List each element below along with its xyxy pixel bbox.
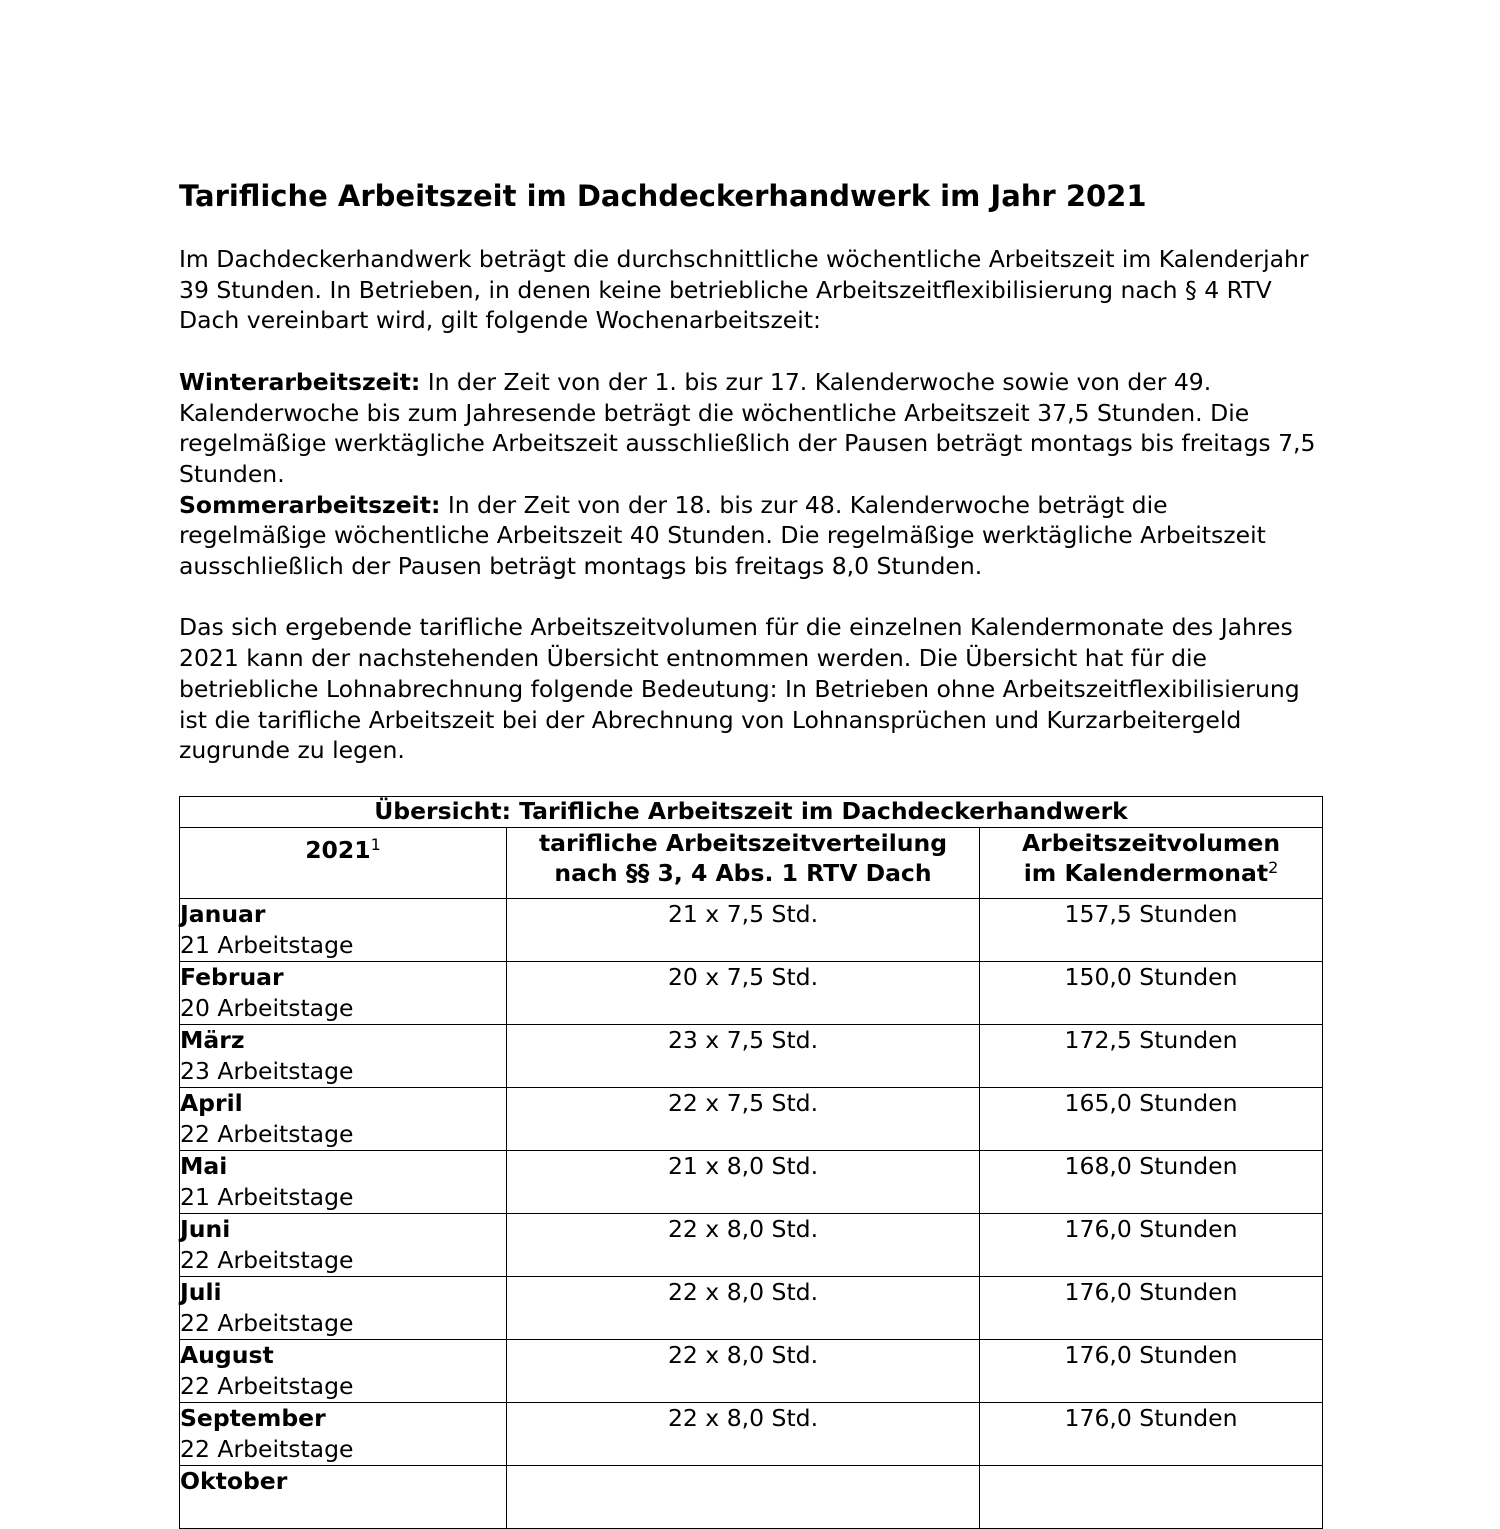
distribution-cell: 22 x 7,5 Std. <box>507 1087 980 1150</box>
distribution-cell <box>507 1465 980 1528</box>
winter-label: Winterarbeitszeit: <box>179 367 421 396</box>
volume-cell: 168,0 Stunden <box>980 1150 1323 1213</box>
distribution-cell: 23 x 7,5 Std. <box>507 1024 980 1087</box>
header-distribution: tarifliche Arbeitszeitverteilung nach §§ 3, 4 Abs. 1 RTV Dach <box>507 827 980 898</box>
month-cell <box>180 1402 507 1465</box>
document-title: Tarifliche Arbeitszeit im Dachdeckerhandwerk im Jahr 2021 <box>179 179 1147 213</box>
distribution-cell: 22 x 8,0 Std. <box>507 1213 980 1276</box>
distribution-cell: 22 x 8,0 Std. <box>507 1402 980 1465</box>
table-row <box>180 1213 1323 1276</box>
month-name: März <box>180 1025 245 1054</box>
winter-paragraph <box>179 367 1322 490</box>
summer-paragraph <box>179 490 1322 582</box>
working-days: 22 Arbeitstage <box>180 1434 354 1463</box>
volume-cell: 157,5 Stunden <box>980 898 1323 961</box>
summer-label: Sommerarbeitszeit: <box>179 490 441 519</box>
table-row <box>180 898 1323 961</box>
intro-paragraph: Im Dachdeckerhandwerk beträgt die durchschnittliche wöchentliche Arbeitszeit im Kalenderjahr 39 Stunden. In Betrieben, in denen keine betriebliche Arbeitszeitflexibilisierung nach § 4 RTV Dach vereinbart wird, gilt folgende Wochenarbeitszeit: <box>179 245 1309 335</box>
volume-cell: 165,0 Stunden <box>980 1087 1323 1150</box>
working-days: 23 Arbeitstage <box>180 1056 354 1085</box>
table-row <box>180 1024 1323 1087</box>
volume-paragraph: Das sich ergebende tarifliche Arbeitszeitvolumen für die einzelnen Kalendermonate des Jahres 2021 kann der nachstehenden Übersicht entnommen werden. Die Übersicht hat für die betriebliche Lohnabrechnung folgende Bedeutung: In Betrieben ohne Arbeitszeitflexibilisierung ist die tarifliche Arbeitszeit bei der Abrechnung von Lohnansprüchen und Kurzarbeitergeld zugrunde zu legen. <box>179 613 1300 765</box>
working-days: 22 Arbeitstage <box>180 1371 354 1400</box>
month-cell <box>180 1213 507 1276</box>
month-cell <box>180 1024 507 1087</box>
winter-text: In der Zeit von der 1. bis zur 17. Kalenderwoche sowie von der 49. Kalenderwoche bis zum Jahresende beträgt die wöchentliche Arbeitszeit 37,5 Stunden. Die regelmäßige werktägliche Arbeitszeit ausschließlich der Pausen beträgt montags bis freitags 7,5 Stunden. <box>179 367 1316 488</box>
month-cell <box>180 1465 507 1528</box>
distribution-cell: 21 x 7,5 Std. <box>507 898 980 961</box>
volume-cell: 176,0 Stunden <box>980 1402 1323 1465</box>
month-cell <box>180 1087 507 1150</box>
footnote-1-marker: 1 <box>370 834 381 854</box>
table-row <box>180 1276 1323 1339</box>
footnote-2-marker: 2 <box>1268 857 1279 877</box>
month-cell <box>180 961 507 1024</box>
month-cell <box>180 1339 507 1402</box>
table-caption: Übersicht: Tarifliche Arbeitszeit im Dachdeckerhandwerk <box>180 796 1323 827</box>
table-row <box>180 961 1323 1024</box>
distribution-cell: 22 x 8,0 Std. <box>507 1339 980 1402</box>
document-page <box>179 178 1322 1529</box>
month-name: September <box>180 1403 326 1432</box>
working-days: 22 Arbeitstage <box>180 1245 354 1274</box>
distribution-cell: 22 x 8,0 Std. <box>507 1276 980 1339</box>
working-days: 20 Arbeitstage <box>180 993 354 1022</box>
month-cell <box>180 1150 507 1213</box>
month-name: Oktober <box>180 1466 288 1495</box>
summer-text: In der Zeit von der 18. bis zur 48. Kalenderwoche beträgt die regelmäßige wöchentliche Arbeitszeit 40 Stunden. Die regelmäßige werktägliche Arbeitszeit ausschließlich der Pausen beträgt montags bis freitags 8,0 Stunden. <box>179 490 1266 581</box>
overview-table <box>179 796 1323 1529</box>
table-row <box>180 1087 1323 1150</box>
month-name: Juni <box>180 1214 231 1243</box>
volume-cell: 150,0 Stunden <box>980 961 1323 1024</box>
header-volume: Arbeitszeitvolumen im Kalendermonat$^2$ <box>980 827 1323 898</box>
month-name: Mai <box>180 1151 228 1180</box>
table-row <box>180 1150 1323 1213</box>
month-name: Juli <box>180 1277 222 1306</box>
volume-cell <box>980 1465 1323 1528</box>
table-row <box>180 1339 1323 1402</box>
month-cell <box>180 1276 507 1339</box>
distribution-cell: 21 x 8,0 Std. <box>507 1150 980 1213</box>
volume-cell: 172,5 Stunden <box>980 1024 1323 1087</box>
working-days: 21 Arbeitstage <box>180 930 354 959</box>
volume-cell: 176,0 Stunden <box>980 1339 1323 1402</box>
volume-cell: 176,0 Stunden <box>980 1276 1323 1339</box>
month-name: April <box>180 1088 243 1117</box>
header-year: 2021$^1$ <box>180 827 507 898</box>
working-days: 22 Arbeitstage <box>180 1308 354 1337</box>
table-row <box>180 1402 1323 1465</box>
table-row <box>180 1465 1323 1528</box>
table-body <box>180 898 1323 1528</box>
volume-cell: 176,0 Stunden <box>980 1213 1323 1276</box>
month-name: August <box>180 1340 274 1369</box>
month-name: Februar <box>180 962 284 991</box>
working-days: 21 Arbeitstage <box>180 1182 354 1211</box>
distribution-cell: 20 x 7,5 Std. <box>507 961 980 1024</box>
month-cell <box>180 898 507 961</box>
month-name: Januar <box>180 899 266 928</box>
working-days: 22 Arbeitstage <box>180 1119 354 1148</box>
